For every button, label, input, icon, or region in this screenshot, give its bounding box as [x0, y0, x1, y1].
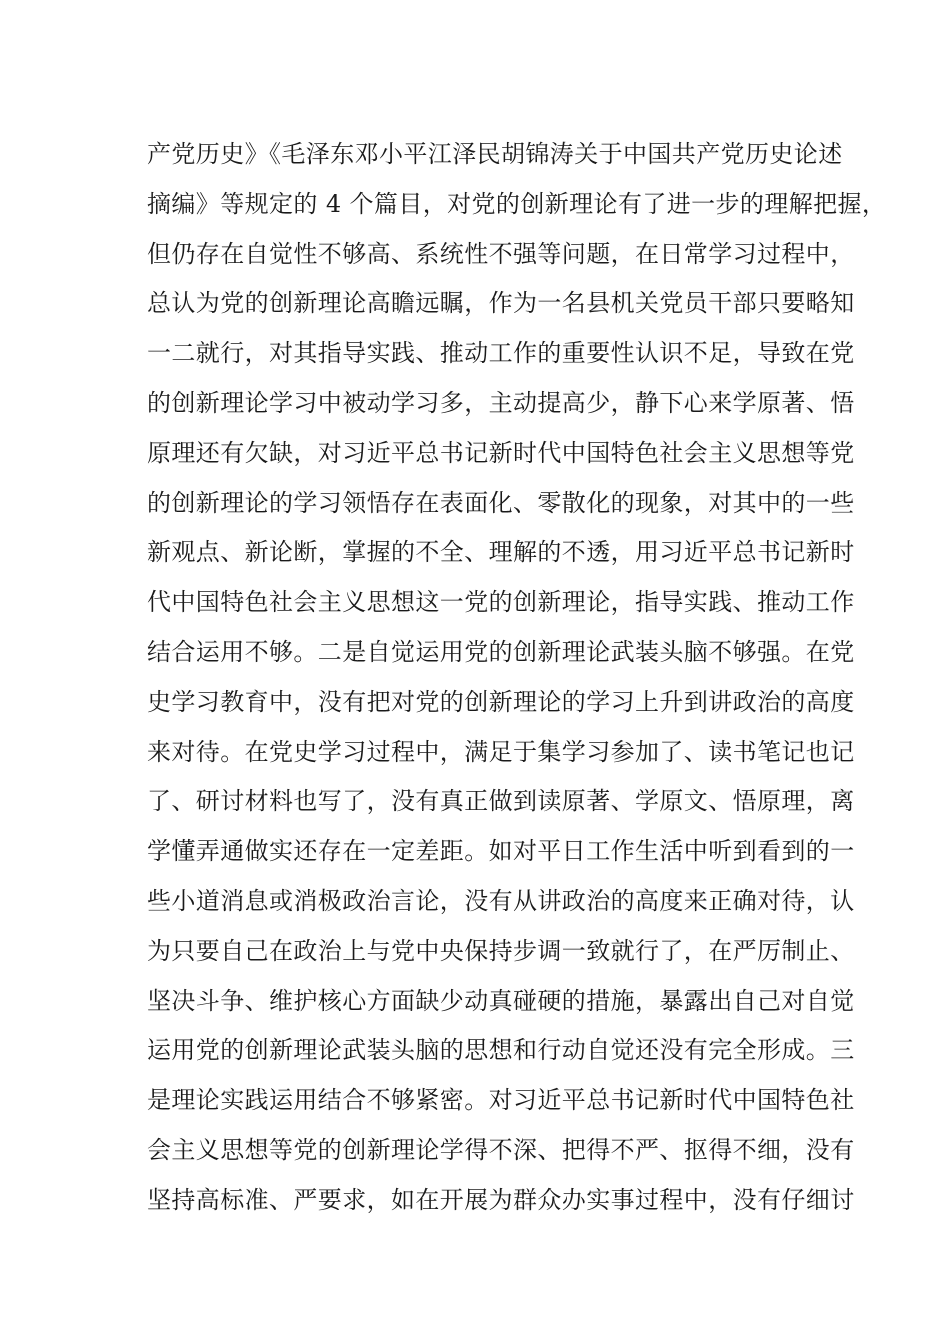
text-line: 结合运用不够。二是自觉运用党的创新理论武装头脑不够强。在党	[147, 637, 855, 666]
text-line: 学懂弄通做实还存在一定差距。如对平日工作生活中听到看到的一	[147, 837, 855, 866]
text-line: 坚决斗争、维护核心方面缺少动真碰硬的措施，暴露出自己对自觉	[147, 986, 855, 1015]
text-line: 些小道消息或消极政治言论，没有从讲政治的高度来正确对待，认	[147, 886, 855, 915]
text-line: 总认为党的创新理论高瞻远瞩，作为一名县机关党员干部只要略知	[147, 289, 855, 318]
text-line: 为只要自己在政治上与党中央保持步调一致就行了，在严厉制止、	[147, 936, 855, 965]
text-line: 运用党的创新理论武装头脑的思想和行动自觉还没有完全形成。三	[147, 1036, 855, 1065]
text-line: 是理论实践运用结合不够紧密。对习近平总书记新时代中国特色社	[147, 1086, 855, 1115]
text-line: 产党历史》《毛泽东邓小平江泽民胡锦涛关于中国共产党历史论述	[147, 140, 843, 168]
text-line: 一二就行，对其指导实践、推动工作的重要性认识不足，导致在党	[147, 339, 855, 368]
text-line: 了、研讨材料也写了，没有真正做到读原著、学原文、悟原理，离	[147, 787, 855, 816]
text-line: 原理还有欠缺，对习近平总书记新时代中国特色社会主义思想等党	[147, 438, 855, 467]
text-line: 史学习教育中，没有把对党的创新理论的学习上升到讲政治的高度	[147, 687, 855, 716]
text-line: 来对待。在党史学习过程中，满足于集学习参加了、读书笔记也记	[147, 737, 855, 766]
body-text	[147, 130, 887, 1226]
text-line: 会主义思想等党的创新理论学得不深、把得不严、抠得不细，没有	[147, 1135, 855, 1164]
text-line: 的创新理论学习中被动学习多，主动提高少，静下心来学原著、悟	[147, 388, 855, 417]
text-line: 坚持高标准、严要求，如在开展为群众办实事过程中，没有仔细讨	[147, 1185, 855, 1214]
text-line: 摘编》等规定的 4 个篇目，对党的创新理论有了进一步的理解把握，	[147, 189, 887, 218]
text-line: 的创新理论的学习领悟存在表面化、零散化的现象，对其中的一些	[147, 488, 855, 517]
text-line: 但仍存在自觉性不够高、系统性不强等问题，在日常学习过程中，	[147, 239, 855, 268]
text-line: 代中国特色社会主义思想这一党的创新理论，指导实践、推动工作	[147, 588, 855, 617]
text-line: 新观点、新论断，掌握的不全、理解的不透，用习近平总书记新时	[147, 538, 855, 567]
